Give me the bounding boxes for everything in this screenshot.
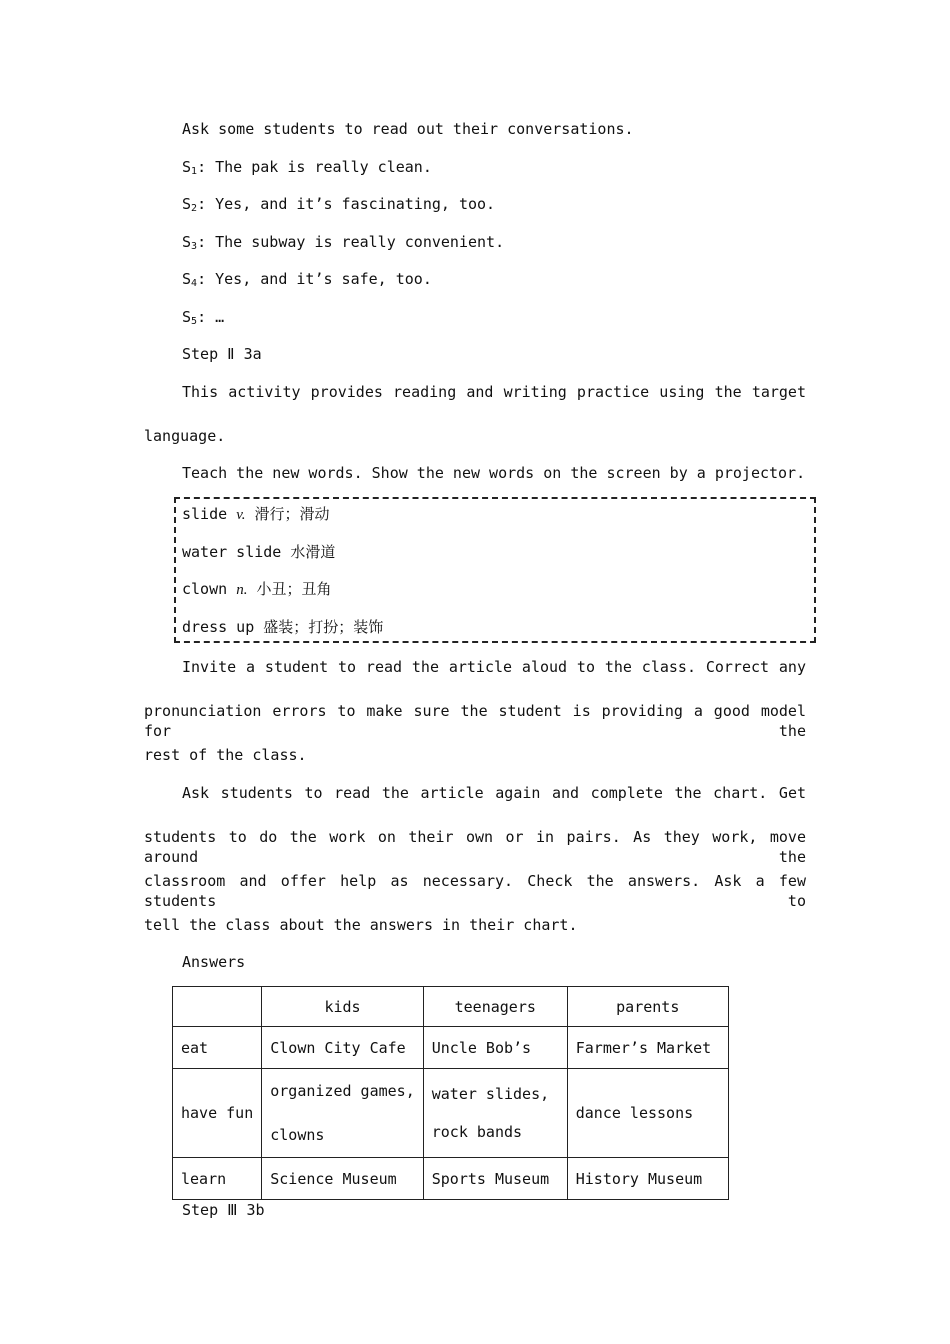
- vocab-item-water-slide: water slide 水滑道: [182, 543, 336, 561]
- step2-heading: Step Ⅱ 3a: [182, 345, 262, 363]
- table-cell: Farmer’s Market: [567, 1027, 728, 1069]
- vocab-item-dress-up: dress up 盛装；打扮；装饰: [182, 618, 384, 636]
- dialogue-line-4: $S_4$: Yes, and it’s safe, too.: [182, 270, 432, 289]
- dialogue-line-1: $S_1$: The pak is really clean.: [182, 158, 432, 177]
- vocabulary-box: [174, 497, 816, 643]
- table-cell: dance lessons: [567, 1069, 728, 1158]
- dialogue-line-2: $S_2$: Yes, and it’s fascinating, too.: [182, 195, 496, 214]
- table-cell: Science Museum: [262, 1158, 424, 1200]
- step2-para-line-2: language.: [144, 427, 226, 445]
- table-cell: water slides, rock bands: [423, 1069, 567, 1158]
- vocab-item-clown: clown n. 小丑；丑角: [182, 580, 332, 598]
- table-row-label: have fun: [173, 1069, 262, 1158]
- intro-text: Ask some students to read out their conversations.: [182, 120, 634, 138]
- invite-line-1: Invite a student to read the article aloud to the class. Correct any: [182, 658, 806, 676]
- table-cell: Sports Museum: [423, 1158, 567, 1200]
- answers-table: [172, 986, 729, 1200]
- teach-text: Teach the new words. Show the new words on the screen by a projector.: [182, 464, 806, 482]
- invite-line-2: pronunciation errors to make sure the student is providing a good model for the: [144, 702, 806, 740]
- table-cell: organized games, clowns: [262, 1069, 424, 1158]
- table-header-row: [173, 987, 729, 1027]
- step2-para-line-1: This activity provides reading and writing practice using the target: [182, 383, 806, 401]
- dialogue-line-5: $S_5$: …: [182, 308, 225, 327]
- answers-label: Answers: [182, 953, 246, 971]
- table-header-cell: kids: [262, 987, 424, 1027]
- table-header-cell: [173, 987, 262, 1027]
- ask-line-2: students to do the work on their own or in pairs. As they work, move around the: [144, 828, 806, 866]
- table-header-cell: teenagers: [423, 987, 567, 1027]
- invite-line-3: rest of the class.: [144, 746, 307, 764]
- ask-line-3: classroom and offer help as necessary. Check the answers. Ask a few students to: [144, 872, 806, 910]
- table-cell: Uncle Bob’s: [423, 1027, 567, 1069]
- ask-line-4: tell the class about the answers in their chart.: [144, 916, 578, 934]
- vocab-item-slide: slide v. 滑行；滑动: [182, 505, 330, 523]
- table-header-cell: parents: [567, 987, 728, 1027]
- ask-line-1: Ask students to read the article again and complete the chart. Get: [182, 784, 806, 802]
- table-row-label: learn: [173, 1158, 262, 1200]
- table-cell: Clown City Cafe: [262, 1027, 424, 1069]
- dialogue-line-3: $S_3$: The subway is really convenient.: [182, 233, 505, 252]
- table-row: [173, 1027, 729, 1069]
- table-row: [173, 1158, 729, 1200]
- step3-heading: Step Ⅲ 3b: [182, 1201, 265, 1219]
- table-row: [173, 1069, 729, 1158]
- table-cell: History Museum: [567, 1158, 728, 1200]
- table-row-label: eat: [173, 1027, 262, 1069]
